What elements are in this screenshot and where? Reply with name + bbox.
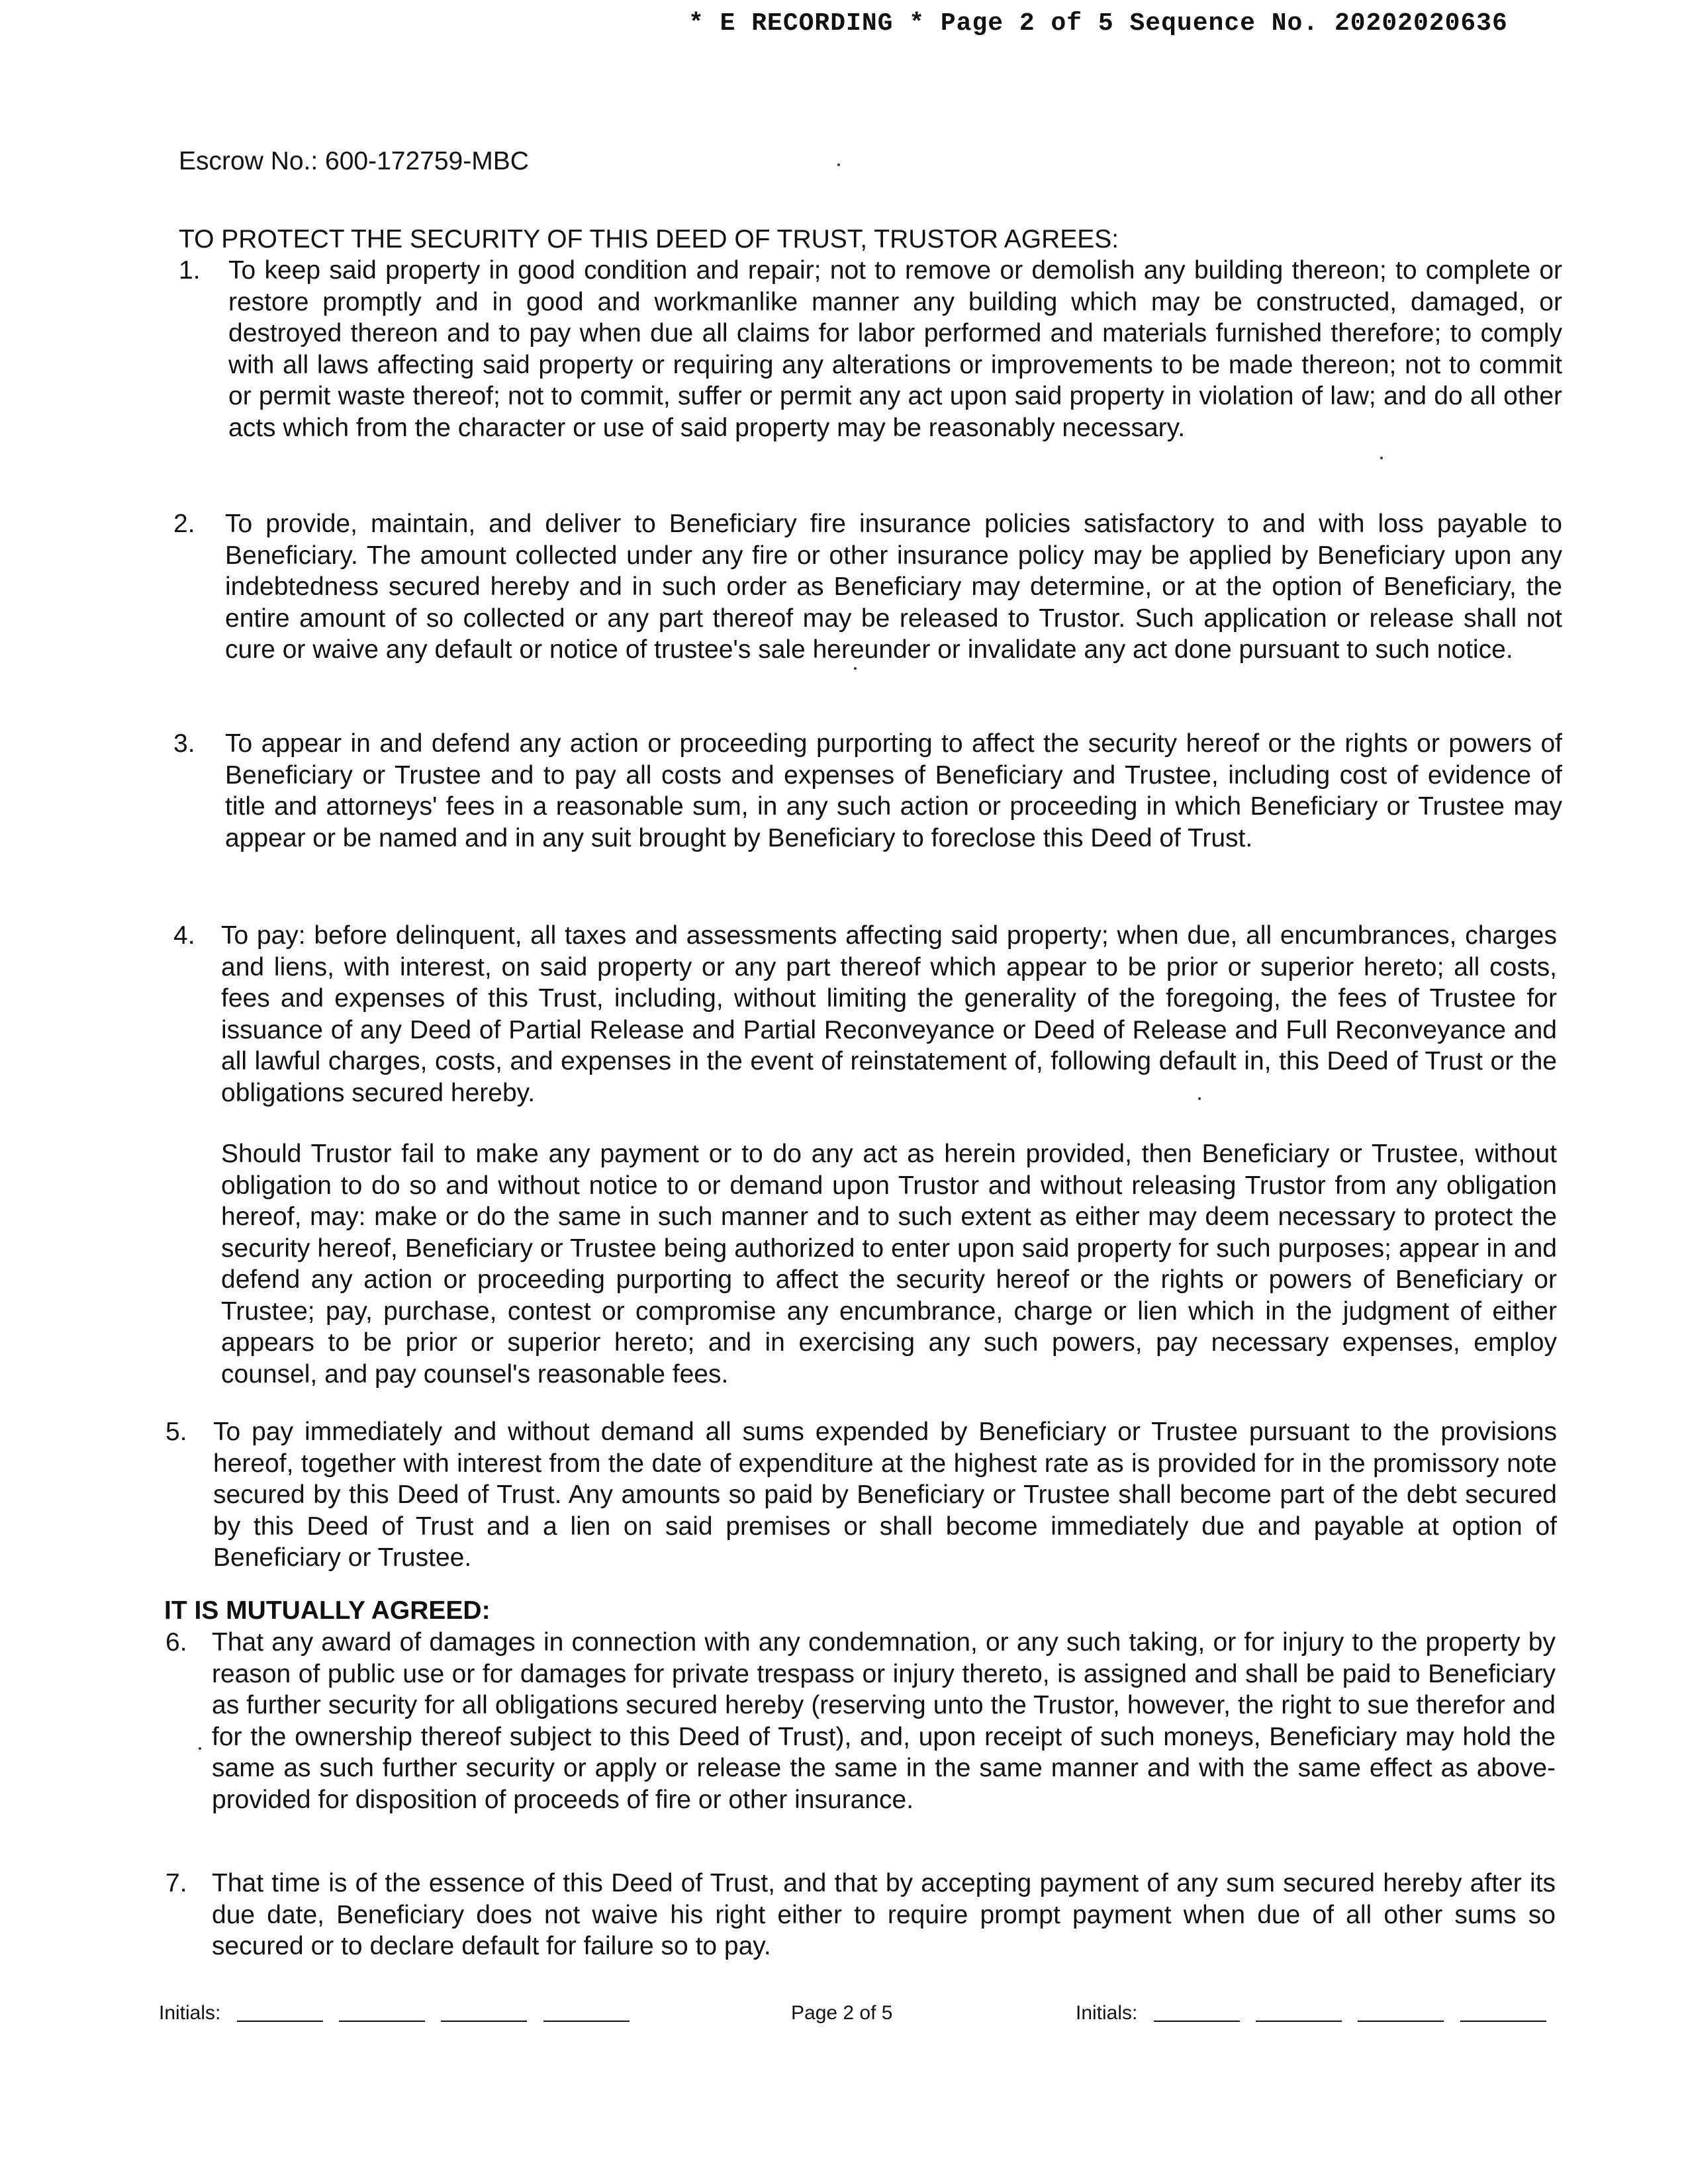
initials-right-label: Initials:	[1076, 2002, 1138, 2024]
initials-blank	[441, 2021, 527, 2022]
clause-text: That any award of damages in connection with any condemnation, or any such taking, or for injury to the property by reason of public use or for damages for private trespass or injury thereto, is assigned and shall be paid to Beneficiary as further security for all obligations secured hereby (reserving unto the Trustor, however, the right to sue therefor and for the ownership thereof subject to this Deed of Trust), and, upon receipt of such moneys, Beneficiary may hold the same as such further security or apply or release the same in the same manner and with the same effect as above-provided for disposition of proceeds of fire or other insurance.	[212, 1628, 1556, 1814]
initials-blank	[543, 2021, 630, 2022]
clause-5	[165, 1416, 1557, 1574]
clause-number: 7.	[165, 1869, 187, 1897]
clause-number: 2.	[173, 510, 195, 538]
initials-left	[159, 2002, 630, 2025]
scan-speck	[1380, 457, 1383, 459]
clause-1	[179, 255, 1562, 443]
scan-speck	[854, 667, 857, 670]
clause-2	[173, 508, 1562, 666]
clause-3	[173, 728, 1562, 854]
clause-number: 6.	[165, 1628, 187, 1657]
clause-text: To pay: before delinquent, all taxes and assessments affecting said property; when due, all encumbrances, charges and liens, with interest, on said property or any part thereof which appear to be prior or superior hereto; all costs, fees and expenses of this Trust, including, without limiting the generality of the foregoing, the fees of Trustee for issuance of any Deed of Partial Release and Partial Reconveyance or Deed of Release and Full Reconveyance and all lawful charges, costs, and expenses in the event of reinstatement of, following default in, this Deed of Trust or the obligations secured hereby.	[221, 921, 1557, 1107]
clause-4-continuation	[221, 1138, 1557, 1390]
clause-continuation-text: Should Trustor fail to make any payment or to do any act as herein provided, then Beneficiary or Trustee, without obligation to do so and without notice to or demand upon Trustor and without releasing Trustor from any obligation hereof, may: make or do the same in such manner and to such extent as either may deem necessary to protect the security hereof, Beneficiary or Trustee being authorized to enter upon said property for such purposes; appear in and defend any action or proceeding purporting to affect the security hereof or the rights or powers of Beneficiary or Trustee; pay, purchase, contest or compromise any encumbrance, charge or lien which in the judgment of either appears to be prior or superior hereto; and in exercising any such powers, pay necessary expenses, employ counsel, and pay counsel's reasonable fees.	[221, 1140, 1557, 1388]
initials-left-label: Initials:	[159, 2002, 221, 2024]
clause-number: 4.	[173, 921, 195, 950]
clause-text: That time is of the essence of this Deed of Trust, and that by accepting payment of any sum secured hereby after its due date, Beneficiary does not waive his right either to require prompt payment when due of all other sums so secured or to declare default for failure so to pay.	[212, 1869, 1556, 1960]
escrow-number: Escrow No.: 600-172759-MBC	[179, 147, 529, 175]
clause-number: 3.	[173, 729, 195, 758]
scan-speck	[837, 163, 840, 166]
scan-speck	[199, 1747, 201, 1750]
initials-blank	[1256, 2021, 1342, 2022]
clause-4	[173, 920, 1557, 1109]
initials-right	[1076, 2002, 1546, 2025]
initials-blank	[1460, 2021, 1546, 2022]
mutually-agreed-heading: IT IS MUTUALLY AGREED:	[164, 1596, 491, 1625]
clause-number: 5.	[165, 1418, 187, 1446]
trustor-agrees-heading: TO PROTECT THE SECURITY OF THIS DEED OF TRUST, TRUSTOR AGREES:	[179, 225, 1119, 253]
clause-text: To pay immediately and without demand all sums expended by Beneficiary or Trustee pursuant to the provisions hereof, together with interest from the date of expenditure at the highest rate as is provided for in the promissory note secured by this Deed of Trust. Any amounts so paid by Beneficiary or Trustee shall become part of the debt secured by this Deed of Trust and a lien on said premises or shall become immediately due and payable at option of Beneficiary or Trustee.	[213, 1418, 1557, 1572]
clause-number: 1.	[179, 256, 201, 285]
recording-header: * E RECORDING * Page 2 of 5 Sequence No. 20202020636	[688, 9, 1508, 38]
clause-text: To keep said property in good condition and repair; not to remove or demolish any building thereon; to complete or restore promptly and in good and workmanlike manner any building which may be constructed, damaged, or destroyed thereon and to pay when due all claims for labor performed and materials furnished therefore; to comply with all laws affecting said property or requiring any alterations or improvements to be made thereon; not to commit or permit waste thereof; not to commit, suffer or permit any act upon said property in violation of law; and do all other acts which from the character or use of said property may be reasonably necessary.	[228, 256, 1562, 442]
clause-6	[165, 1627, 1556, 1815]
clause-text: To appear in and defend any action or proceeding purporting to affect the security hereof or the rights or powers of Beneficiary or Trustee and to pay all costs and expenses of Beneficiary and Trustee, including cost of evidence of title and attorneys' fees in a reasonable sum, in any such action or proceeding in which Beneficiary or Trustee may appear or be named and in any suit brought by Beneficiary to foreclose this Deed of Trust.	[225, 729, 1562, 852]
initials-blank	[1358, 2021, 1444, 2022]
clause-7	[165, 1868, 1556, 1962]
clause-text: To provide, maintain, and deliver to Beneficiary fire insurance policies satisfactory to and with loss payable to Beneficiary. The amount collected under any fire or other insurance policy may be applied by Beneficiary upon any indebtedness secured hereby and in such order as Beneficiary may determine, or at the option of Beneficiary, the entire amount of so collected or any part thereof may be released to Trustor. Such application or release shall not cure or waive any default or notice of trustee's sale hereunder or invalidate any act done pursuant to such notice.	[225, 510, 1562, 664]
initials-blank	[1154, 2021, 1240, 2022]
initials-blank	[237, 2021, 323, 2022]
initials-blank	[339, 2021, 425, 2022]
scan-speck	[1198, 1097, 1201, 1100]
page-number: Page 2 of 5	[791, 2002, 893, 2024]
